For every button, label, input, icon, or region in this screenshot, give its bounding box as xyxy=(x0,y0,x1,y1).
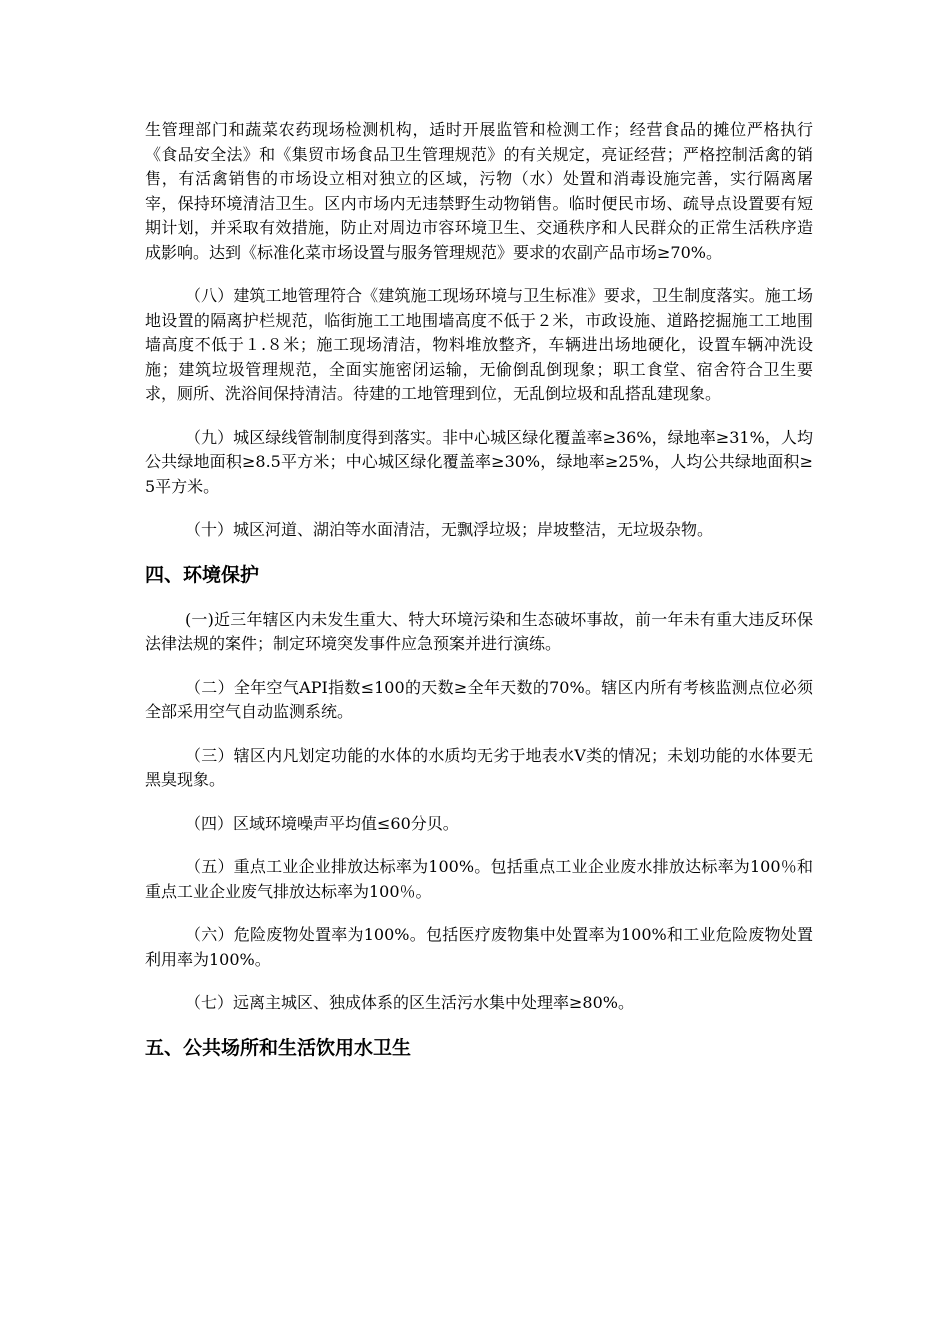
document-page xyxy=(145,118,813,1081)
paragraph-env-1: (一)近三年辖区内未发生重大、特大环境污染和生态破坏事故，前一年未有重大违反环保法律法规的案件；制定环境突发事件应急预案并进行演练。 xyxy=(145,609,813,653)
paragraph-env-4: （四）区域环境噪声平均值≤60分贝。 xyxy=(185,813,459,833)
paragraph-env-7: （七）远离主城区、独成体系的区生活污水集中处理率≥80%。 xyxy=(185,993,634,1012)
paragraph-env-2: （二）全年空气API指数≤100的天数≥全年天数的70%。辖区内所有考核监测点位必须全部采用空气自动监测系统。 xyxy=(145,677,813,721)
paragraph-env-3: （三）辖区内凡划定功能的水体的水质均无劣于地表水Ⅴ类的情况；未划功能的水体要无黑臭现象。 xyxy=(145,745,813,789)
paragraph-water-surface: （十）城区河道、湖泊等水面清洁，无飘浮垃圾；岸坡整洁，无垃圾杂物。 xyxy=(185,520,714,539)
paragraph-green-space: （九）城区绿线管制制度得到落实。非中心城区绿化覆盖率≥36%，绿地率≥31%，人均公共绿地面积≥8.5平方米；中心城区绿化覆盖率≥30%，绿地率≥25%，人均公共绿地面积≥5平方米。 xyxy=(145,427,813,496)
paragraph-market-management: 生管理部门和蔬菜农药现场检测机构，适时开展监管和检测工作；经营食品的摊位严格执行《食品安全法》和《集贸市场食品卫生管理规范》的有关规定，亮证经营；严格控制活禽的销售，有活禽销售的市场设立相对独立的区域，污物（水）处置和消毒设施完善，实行隔离屠宰，保持环境清洁卫生。区内市场内无违禁野生动物销售。临时便民市场、疏导点设置要有短期计划，并采取有效措施，防止对周边市容环境卫生、交通秩序和人民群众的正常生活秩序造成影响。达到《标准化菜市场设置与服务管理规范》要求的农副产品市场≥70%。 xyxy=(145,120,813,262)
paragraph-env-5: （五）重点工业企业排放达标率为100%。包括重点工业企业废水排放达标率为100％和重点工业企业废气排放达标率为100％。 xyxy=(145,857,813,901)
section-heading-public-places-water: 五、公共场所和生活饮用水卫生 xyxy=(145,1036,412,1059)
section-heading-environmental-protection: 四、环境保护 xyxy=(145,563,260,586)
paragraph-env-6: （六）危险废物处置率为100%。包括医疗废物集中处置率为100%和工业危险废物处置利用率为100%。 xyxy=(145,925,813,969)
paragraph-construction-site: （八）建筑工地管理符合《建筑施工现场环境与卫生标准》要求，卫生制度落实。施工场地设置的隔离护栏规范，临街施工工地围墙高度不低于２米，市政设施、道路挖掘施工工地围墙高度不低于１.８米；施工现场清洁，物料堆放整齐，车辆进出场地硬化，设置车辆冲洗设施；建筑垃圾管理规范，全面实施密闭运输，无偷倒乱倒现象；职工食堂、宿舍符合卫生要求，厕所、洗浴间保持清洁。待建的工地管理到位，无乱倒垃圾和乱搭乱建现象。 xyxy=(145,286,813,403)
